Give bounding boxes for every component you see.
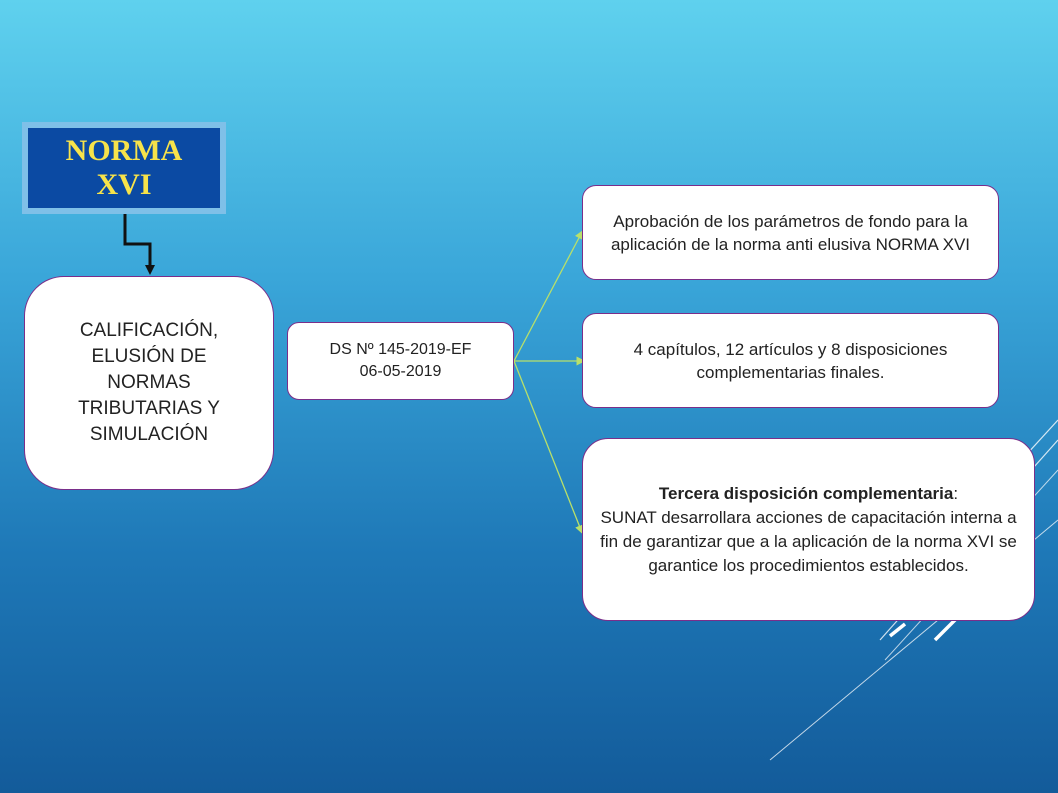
branch-capitulos-node xyxy=(582,313,999,408)
branch-capitulos-text: 4 capítulos, 12 artículos y 8 disposiciones complementarias finales. xyxy=(633,339,948,382)
branch-tercera-separator: : xyxy=(953,483,959,503)
norma-xvi-title: NORMA XVI xyxy=(65,134,183,201)
branch-tercera-heading xyxy=(659,482,958,506)
branch-tercera-text: SUNAT desarrollara acciones de capacitación interna a fin de garantizar que a la aplicación de la norma XVI se garantice los procedimientos establecidos. xyxy=(600,507,1017,575)
branch-aprobacion-node xyxy=(582,185,999,280)
branch-aprobacion-text: Aprobación de los parámetros de fondo para la aplicación de la norma anti elusiva NORMA XVI xyxy=(610,211,971,254)
calificacion-node: CALIFICACIÓN, ELUSIÓN DE NORMAS TRIBUTARIAS Y SIMULACIÓN xyxy=(24,276,274,490)
decreto-branch-connectors xyxy=(514,234,581,530)
decreto-node: DS Nº 145-2019-EF 06-05-2019 xyxy=(287,322,514,400)
norma-to-calificacion-connector xyxy=(125,214,150,270)
branch-tercera-lead: Tercera disposición complementaria xyxy=(658,483,954,503)
branch-tercera-disposicion-node xyxy=(582,438,1035,621)
norma-xvi-box xyxy=(22,122,226,214)
